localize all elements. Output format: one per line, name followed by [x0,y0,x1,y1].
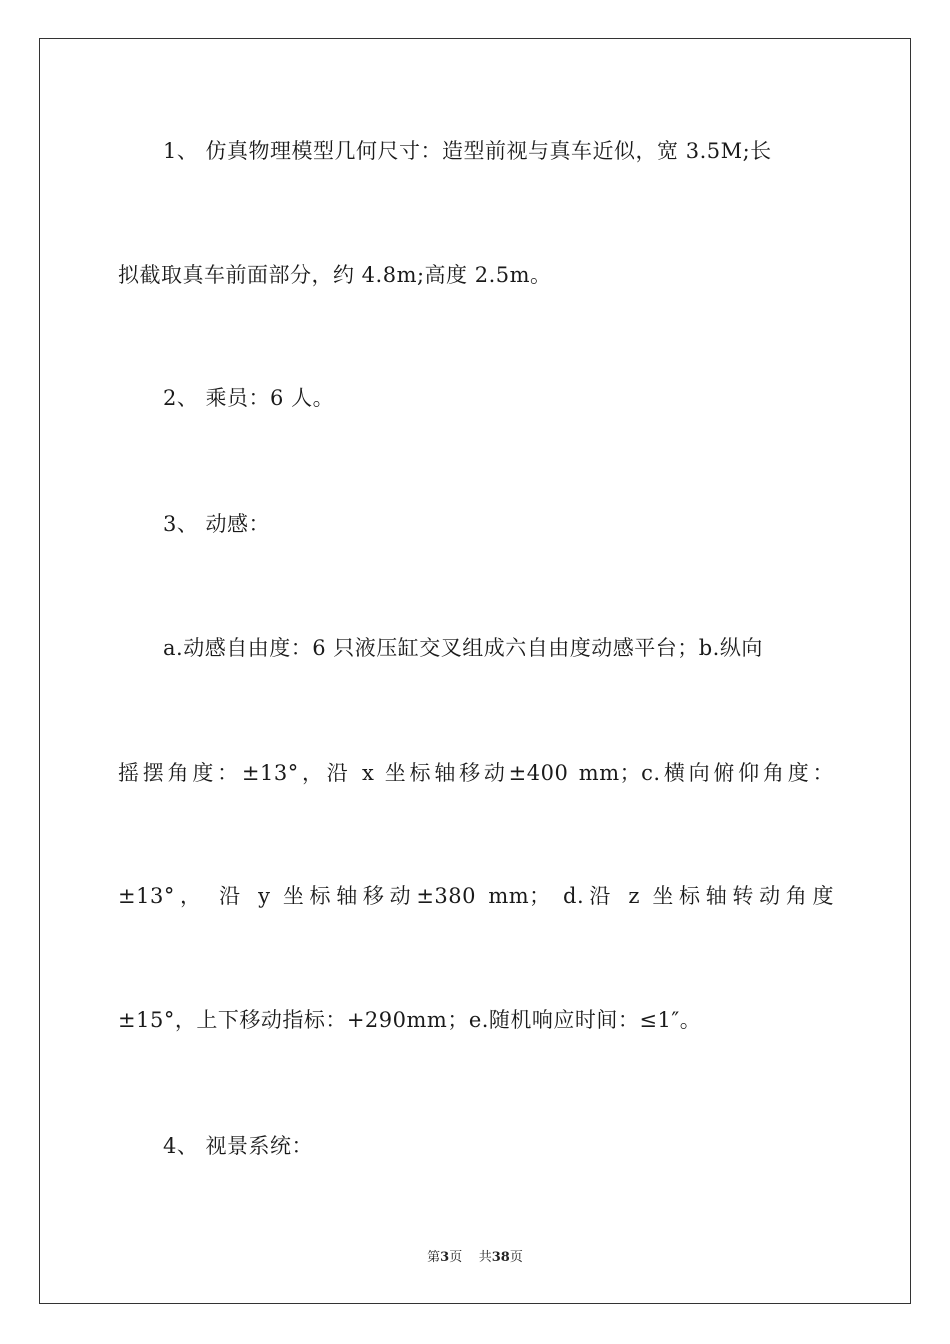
paragraph-5-heading: 4、 视景系统： [163,1134,314,1158]
footer-page-prefix: 第 [427,1250,441,1265]
paragraph-2: 2、 乘员：6 人。 [163,386,335,410]
paragraph-1-line-2: 拟截取真车前面部分，约 4.8m;高度 2.5m。 [118,263,552,287]
footer-total-prefix: 共 [478,1250,492,1265]
page-footer [0,1246,950,1265]
paragraph-4-line-3: ±13°， 沿 y 坐标轴移动±380 mm； d.沿 z 坐标轴转动角度 [118,884,834,908]
paragraph-1-line-1: 1、 仿真物理模型几何尺寸：造型前视与真车近似，宽 3.5M;长 [163,139,772,163]
paragraph-4-line-1: a.动感自由度：6 只液压缸交叉组成六自由度动感平台；b.纵向 [163,636,763,660]
page-border [39,38,911,1304]
footer-total-suffix: 页 [509,1250,523,1265]
footer-total-pages: 38 [491,1250,510,1265]
paragraph-3-heading: 3、 动感： [163,512,271,536]
paragraph-4-line-2: 摇摆角度：±13°，沿 x 坐标轴移动±400 mm；c.横向俯仰角度： [118,761,834,785]
footer-page-number: 3 [440,1250,450,1265]
footer-page-suffix: 页 [449,1250,463,1265]
paragraph-4-line-4: ±15°，上下移动指标：+290mm；e.随机响应时间：≤1″。 [118,1008,702,1032]
